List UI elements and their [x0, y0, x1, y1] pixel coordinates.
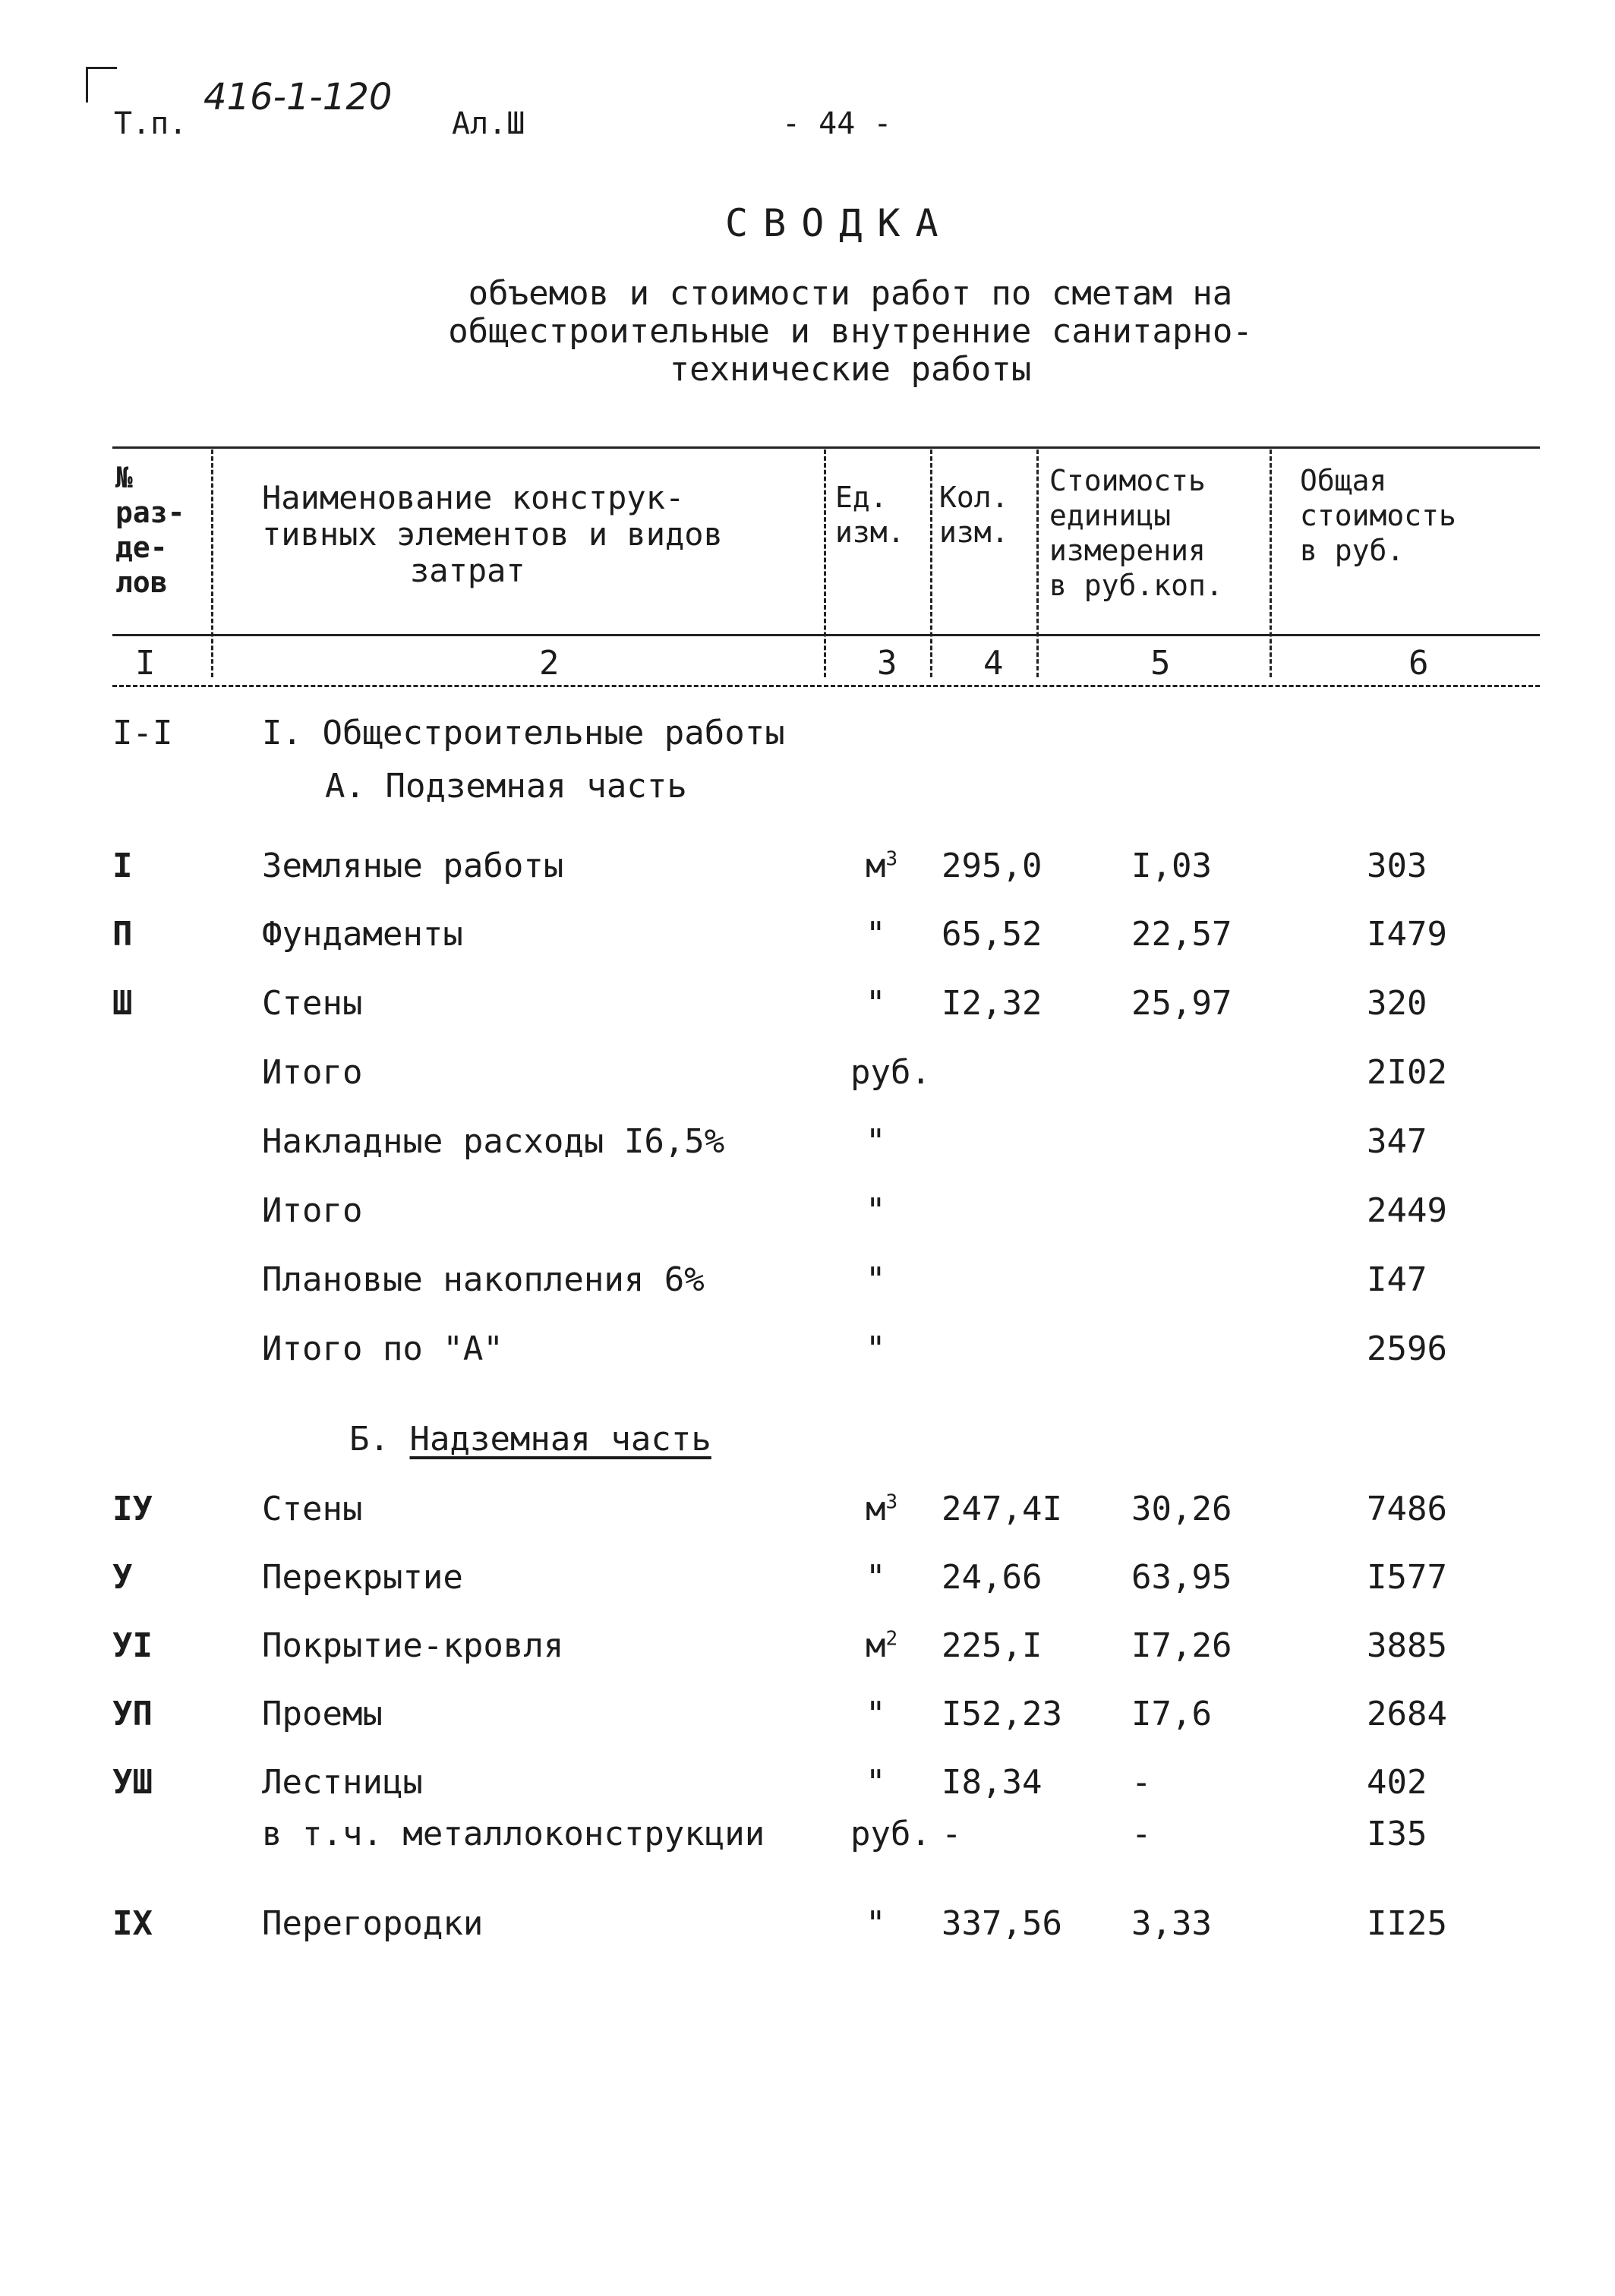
header-line: Наименование конструк- — [262, 479, 685, 516]
row-unit: $м^3$ — [866, 847, 898, 885]
row-quantity: 247,4I — [942, 1490, 1062, 1528]
row-unit: $м^3$ — [866, 1490, 898, 1528]
row-total: 2684 — [1367, 1695, 1447, 1733]
row-unit-price: 63,95 — [1131, 1558, 1232, 1597]
column-number: 4 — [983, 644, 1004, 683]
row-total: 2I02 — [1367, 1053, 1447, 1092]
column-divider — [211, 449, 213, 677]
row-total: I35 — [1367, 1815, 1427, 1853]
column-divider — [824, 449, 826, 677]
part-b-name: Надземная часть — [409, 1420, 711, 1459]
page-number: - 44 - — [782, 106, 892, 141]
unit-exponent: 2 — [885, 1627, 898, 1651]
row-quantity: 337,56 — [942, 1904, 1062, 1943]
row-unit: " — [866, 1763, 886, 1802]
row-unit: руб. — [850, 1815, 931, 1853]
header-col-total — [1300, 463, 1456, 568]
handwritten-project-number: 416-1-120 — [203, 76, 393, 118]
header-line: в руб.коп. — [1049, 569, 1223, 602]
header-line: измерения — [1049, 534, 1206, 567]
row-section-number: У — [112, 1558, 133, 1597]
row-section-number: УШ — [112, 1763, 153, 1802]
header-col-unit — [835, 480, 905, 550]
row-unit-price: I7,6 — [1131, 1695, 1212, 1733]
row-total: 2449 — [1367, 1191, 1447, 1230]
row-unit-price: 3,33 — [1131, 1904, 1212, 1943]
row-name: Стены — [262, 1490, 363, 1528]
row-unit-price: I7,26 — [1131, 1626, 1232, 1665]
album-label: Ал.Ш — [452, 106, 525, 141]
row-name: Накладные расходы I6,5% — [262, 1122, 725, 1161]
header-line: Общая — [1300, 464, 1387, 497]
row-quantity: 295,0 — [942, 847, 1042, 885]
row-section-number: Ш — [112, 984, 133, 1023]
part-b-title — [349, 1420, 711, 1459]
row-quantity: I52,23 — [942, 1695, 1062, 1733]
row-total: I47 — [1367, 1260, 1427, 1299]
document-subtitle — [395, 275, 1306, 389]
subtitle-line: технические работы — [669, 350, 1032, 389]
document-title: СВОДКА — [725, 201, 954, 245]
header-line: изм. — [939, 516, 1009, 549]
row-name: Итого — [262, 1053, 363, 1092]
section-code: I-I — [112, 714, 173, 752]
row-total: 347 — [1367, 1122, 1427, 1161]
header-line: стоимость — [1300, 499, 1456, 532]
header-line: лов — [115, 566, 168, 599]
row-unit-price: I,03 — [1131, 847, 1212, 885]
part-a-title: А. Подземная часть — [325, 767, 687, 806]
row-unit: " — [866, 984, 886, 1023]
header-line: Кол. — [939, 481, 1009, 514]
header-line: раз- — [115, 496, 185, 529]
corner-mark — [86, 67, 117, 102]
row-name: Итого по "А" — [262, 1329, 503, 1368]
row-total: I577 — [1367, 1558, 1447, 1597]
unit-exponent: 3 — [885, 847, 898, 871]
row-total: 3885 — [1367, 1626, 1447, 1665]
row-name: в т.ч. металлоконструкции — [262, 1815, 765, 1853]
header-line: Ед. — [835, 481, 888, 514]
header-line: тивных элементов и видов — [262, 516, 723, 553]
row-unit: $м^2$ — [866, 1626, 898, 1665]
row-total: 2596 — [1367, 1329, 1447, 1368]
header-line: в руб. — [1300, 534, 1405, 567]
row-unit: " — [866, 1329, 886, 1368]
row-unit-price: 30,26 — [1131, 1490, 1232, 1528]
row-quantity: - — [942, 1815, 962, 1853]
row-section-number: I — [112, 847, 133, 885]
row-section-number: П — [112, 915, 133, 954]
row-quantity: 65,52 — [942, 915, 1042, 954]
column-number: 6 — [1408, 644, 1429, 683]
column-number: 5 — [1150, 644, 1171, 683]
column-divider — [1270, 449, 1272, 677]
subtitle-line: объемов и стоимости работ по сметам на — [468, 274, 1233, 313]
row-name: Покрытие-кровля — [262, 1626, 564, 1665]
row-total: 7486 — [1367, 1490, 1447, 1528]
column-numbers-rule — [112, 685, 1540, 687]
part-b-prefix: Б. — [349, 1420, 390, 1459]
row-total: 402 — [1367, 1763, 1427, 1802]
header-col-quantity — [939, 480, 1009, 550]
header-line: затрат — [410, 552, 525, 589]
row-name: Перекрытие — [262, 1558, 463, 1597]
row-section-number: IX — [112, 1904, 153, 1943]
row-unit: " — [866, 1260, 886, 1299]
row-unit: " — [866, 1191, 886, 1230]
row-section-number: IУ — [112, 1490, 153, 1528]
row-name: Земляные работы — [262, 847, 564, 885]
row-section-number: УП — [112, 1695, 153, 1733]
header-col-section-number — [115, 460, 185, 600]
column-divider — [1036, 449, 1039, 677]
header-line: единицы — [1049, 499, 1172, 532]
row-total: I479 — [1367, 915, 1447, 954]
row-name: Проемы — [262, 1695, 383, 1733]
subtitle-line: общестроительные и внутренние санитарно- — [448, 312, 1253, 351]
row-name: Фундаменты — [262, 915, 463, 954]
row-name: Лестницы — [262, 1763, 423, 1802]
section-title: I. Общестроительные работы — [262, 714, 785, 752]
row-quantity: I2,32 — [942, 984, 1042, 1023]
row-unit: " — [866, 1904, 886, 1943]
row-unit-price: - — [1131, 1815, 1152, 1853]
row-unit-price: 25,97 — [1131, 984, 1232, 1023]
unit-exponent: 3 — [885, 1490, 898, 1514]
row-unit-price: - — [1131, 1763, 1152, 1802]
row-total: 320 — [1367, 984, 1427, 1023]
column-number: 3 — [877, 644, 897, 683]
row-quantity: 225,I — [942, 1626, 1042, 1665]
row-name: Итого — [262, 1191, 363, 1230]
row-unit: " — [866, 1695, 886, 1733]
doc-prefix: Т.п. — [114, 106, 188, 141]
header-line: изм. — [835, 516, 905, 549]
row-section-number: УI — [112, 1626, 153, 1665]
table-top-rule — [112, 446, 1540, 449]
row-unit: руб. — [850, 1053, 931, 1092]
column-number: I — [135, 644, 156, 683]
row-quantity: I8,34 — [942, 1763, 1042, 1802]
header-col-name — [262, 480, 723, 589]
header-line: № — [115, 461, 133, 494]
header-col-unit-price — [1049, 463, 1223, 603]
row-total: II25 — [1367, 1904, 1447, 1943]
header-line: де- — [115, 531, 168, 564]
row-name: Стены — [262, 984, 363, 1023]
column-divider — [930, 449, 932, 677]
row-unit: " — [866, 1122, 886, 1161]
row-name: Перегородки — [262, 1904, 484, 1943]
row-quantity: 24,66 — [942, 1558, 1042, 1597]
row-unit: " — [866, 1558, 886, 1597]
header-bottom-rule — [112, 634, 1540, 636]
row-unit: " — [866, 915, 886, 954]
column-number: 2 — [539, 644, 560, 683]
row-total: 303 — [1367, 847, 1427, 885]
row-name: Плановые накопления 6% — [262, 1260, 705, 1299]
row-unit-price: 22,57 — [1131, 915, 1232, 954]
header-line: Стоимость — [1049, 464, 1206, 497]
